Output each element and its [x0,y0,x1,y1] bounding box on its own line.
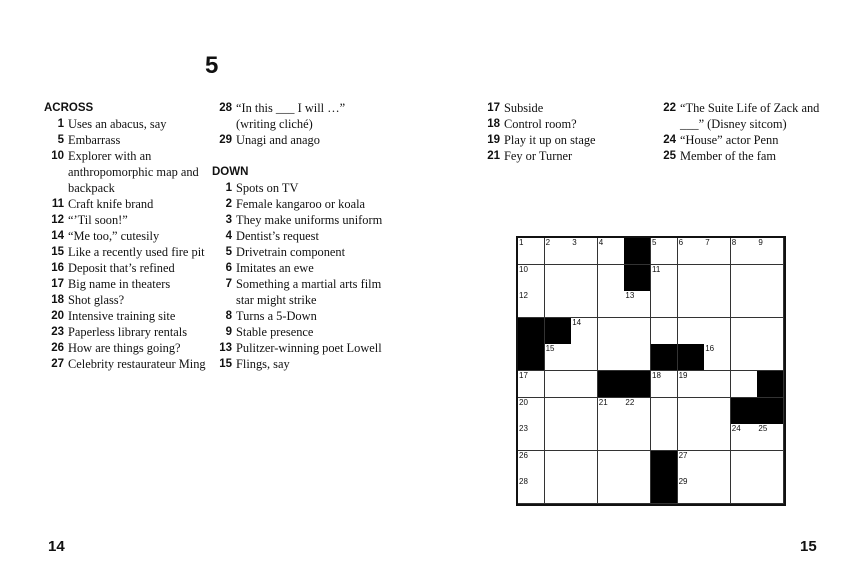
grid-cell[interactable] [651,424,678,451]
clue-text: Dentist’s request [236,229,319,243]
across-clue [44,244,209,260]
cell-number: 13 [625,291,635,301]
clue-text: Control room? [504,117,577,131]
grid-cell[interactable] [651,291,678,318]
grid-cell[interactable] [704,451,731,478]
clue-text: Big name in theaters [68,277,171,291]
grid-cell[interactable] [678,424,705,451]
across-clue [44,148,209,196]
grid-cell[interactable] [518,451,545,478]
grid-cell[interactable] [545,265,572,292]
grid-cell[interactable] [624,477,651,504]
crossword-grid [516,236,786,506]
clue-text: Craft knife brand [68,197,154,211]
across-clue [44,132,209,148]
cell-number: 11 [652,264,661,274]
cell-number: 29 [678,477,688,487]
across-clue [212,100,387,132]
clue-text: Shot glass? [68,293,125,307]
page-number-right: 15 [800,538,817,555]
grid-cell[interactable] [678,265,705,292]
grid-cell[interactable] [518,398,545,425]
grid-cell[interactable] [571,424,598,451]
clue-number: 2 [225,198,232,210]
grid-cell[interactable] [678,371,705,398]
grid-cell[interactable] [598,398,625,425]
down-clue [212,324,387,340]
clue-text: “House” actor Penn [680,133,779,147]
clue-text: Something a martial arts film star might strike [236,277,382,307]
grid-cell[interactable] [624,451,651,478]
grid-cell[interactable] [757,265,784,292]
clue-number: 25 [663,150,676,162]
clue-number: 9 [225,326,232,338]
clue-text: They make uniforms uniform [236,213,383,227]
grid-cell[interactable] [545,291,572,318]
clue-number: 21 [487,150,500,162]
clue-text: Flings, say [236,357,290,371]
black-square [651,451,678,478]
clue-text: Subside [504,101,544,115]
clue-text: Drivetrain component [236,245,346,259]
grid-cell[interactable] [757,291,784,318]
across-clue [44,276,209,292]
grid-cell[interactable] [704,265,731,292]
cell-number: 24 [731,424,741,434]
grid-cell[interactable] [598,238,625,265]
grid-cell[interactable] [678,451,705,478]
grid-cell[interactable] [545,238,572,265]
grid-cell[interactable] [704,291,731,318]
down-heading: DOWN [212,166,249,178]
down-clue [212,260,387,276]
cell-number: 19 [678,371,688,380]
grid-cell[interactable] [704,398,731,425]
down-clue [212,244,387,260]
grid-cell[interactable] [678,291,705,318]
grid-cell[interactable] [598,451,625,478]
clue-number: 4 [225,230,232,242]
black-square [518,344,545,371]
cell-number: 15 [545,344,555,354]
clue-text: “Me too,” cutesily [68,229,160,243]
grid-cell[interactable] [731,424,758,451]
clue-text: Like a recently used fire pit [68,245,205,259]
clue-number: 22 [663,102,676,114]
black-square [651,477,678,504]
clue-text: Intensive training site [68,309,176,323]
clue-column-2 [212,100,387,372]
grid-cell[interactable] [545,451,572,478]
cell-number: 21 [598,397,608,407]
down-clue [212,212,387,228]
clue-text: “The Suite Life of Zack and ___” (Disney sitcom) [680,101,820,131]
cell-number: 25 [758,424,768,434]
clue-number: 1 [57,118,64,130]
grid-cell[interactable] [731,477,758,504]
across-clue [44,228,209,244]
cell-number: 3 [572,238,577,247]
black-square [678,344,705,371]
down-clue [656,132,831,148]
clue-number: 18 [487,118,500,130]
clue-text: Spots on TV [236,181,299,195]
grid-cell[interactable] [678,238,705,265]
clue-text: Embarrass [68,133,121,147]
down-clue [656,148,831,164]
black-square [518,318,545,345]
clue-text: “In this ___ I will …” (writing cliché) [236,101,346,131]
cell-number: 17 [519,371,528,380]
cell-number: 4 [598,238,604,247]
grid-cell[interactable] [651,371,678,398]
grid-cell[interactable] [624,424,651,451]
clue-number: 26 [51,342,64,354]
down-clue [212,308,387,324]
grid-cell[interactable] [757,318,784,345]
clue-column-3 [480,100,655,164]
grid-cell[interactable] [598,265,625,292]
clue-number: 27 [51,358,64,370]
clue-text: Imitates an ewe [236,261,314,275]
grid-cell[interactable] [571,477,598,504]
grid-cell[interactable] [624,318,651,345]
grid-cell[interactable] [731,344,758,371]
cell-number: 8 [731,238,737,247]
clue-text: “’Til soon!” [68,213,128,227]
clue-column-4 [656,100,831,164]
clue-text: Paperless library rentals [68,325,188,339]
black-square [757,371,784,398]
grid-cell[interactable] [598,318,625,345]
grid-cell[interactable] [545,424,572,451]
clue-text: Stable presence [236,325,314,339]
clue-number: 18 [51,294,64,306]
down-clue [480,100,655,116]
grid-cell[interactable] [571,371,598,398]
grid-cell[interactable] [704,477,731,504]
down-clue [212,228,387,244]
down-clue [480,148,655,164]
cell-number: 12 [519,291,528,301]
down-clue [480,132,655,148]
across-heading: ACROSS [44,102,94,114]
grid-cell[interactable] [571,291,598,318]
grid-cell[interactable] [545,398,572,425]
black-square [624,238,651,265]
clue-text: Celebrity restaurateur Ming [68,357,206,371]
grid-cell[interactable] [704,238,731,265]
clue-number: 29 [219,134,232,146]
clue-number: 7 [225,278,232,290]
clue-text: Fey or Turner [504,149,573,163]
grid-cell[interactable] [757,477,784,504]
clue-number: 15 [51,246,64,258]
grid-cell[interactable] [518,371,545,398]
grid-cell[interactable] [518,238,545,265]
cell-number: 5 [652,238,657,247]
clue-number: 5 [57,134,64,146]
down-clue [212,196,387,212]
clue-text: How are things going? [68,341,181,355]
clue-text: Turns a 5-Down [236,309,317,323]
down-clue [480,116,655,132]
down-clue [212,356,387,372]
grid-cell[interactable] [678,477,705,504]
clue-text: Uses an abacus, say [68,117,167,131]
clue-number: 14 [51,230,64,242]
across-clue [44,324,209,340]
cell-number: 20 [519,397,528,407]
clue-number: 28 [219,102,232,114]
grid-cell[interactable] [651,238,678,265]
clue-number: 1 [225,182,232,194]
clue-number: 13 [219,342,232,354]
grid-cell[interactable] [731,265,758,292]
grid-cell[interactable] [651,398,678,425]
cell-number: 6 [678,238,684,247]
down-clue [212,276,387,308]
clue-number: 8 [225,310,232,322]
across-clue [44,308,209,324]
grid-cell[interactable] [731,371,758,398]
cell-number: 9 [758,238,763,247]
grid-cell[interactable] [624,344,651,371]
black-square [651,344,678,371]
clue-text: Pulitzer-winning poet Lowell [236,341,382,355]
spacer [212,148,387,164]
grid-cell[interactable] [571,398,598,425]
grid-cell[interactable] [545,477,572,504]
clue-column-1 [44,100,209,372]
down-clue [212,340,387,356]
across-clue [212,132,387,148]
grid-cell[interactable] [651,265,678,292]
black-square [545,318,572,345]
across-clue [44,340,209,356]
clue-number: 5 [225,246,232,258]
grid-cell[interactable] [571,451,598,478]
grid-cell[interactable] [678,318,705,345]
cell-number: 16 [705,344,715,354]
grid-cell[interactable] [704,371,731,398]
across-clue [44,116,209,132]
puzzle-number: 5 [205,52,219,79]
grid-cell[interactable] [678,398,705,425]
clue-number: 17 [487,102,500,114]
grid-cell[interactable] [704,318,731,345]
clue-number: 15 [219,358,232,370]
grid-cell[interactable] [731,238,758,265]
clue-text: Explorer with an anthropomorphic map and backpack [68,149,199,195]
cell-number: 2 [545,238,551,247]
cell-number: 7 [705,238,710,247]
grid-cell[interactable] [651,318,678,345]
grid-cell[interactable] [571,238,598,265]
cell-number: 22 [625,397,635,407]
grid-cell[interactable] [731,318,758,345]
grid-cell[interactable] [518,424,545,451]
clue-number: 6 [225,262,232,274]
across-clue [44,356,209,372]
clue-number: 19 [487,134,500,146]
clue-number: 20 [51,310,64,322]
cell-number: 10 [519,264,528,274]
black-square [598,371,625,398]
grid-cell[interactable] [571,318,598,345]
cell-number: 27 [678,450,688,460]
down-clue [656,100,831,132]
cell-number: 14 [572,317,582,327]
clue-text: Play it up on stage [504,133,596,147]
grid-cell[interactable] [624,398,651,425]
clue-number: 11 [51,198,64,210]
black-square [757,398,784,425]
across-clue [44,212,209,228]
black-square [624,265,651,292]
grid-cell[interactable] [545,344,572,371]
across-clue [44,292,209,308]
across-clue [44,260,209,276]
grid-cell[interactable] [704,424,731,451]
cell-number: 1 [519,238,524,247]
grid-cell[interactable] [757,238,784,265]
cell-number: 28 [519,477,528,487]
grid-cell[interactable] [757,344,784,371]
clue-text: Member of the fam [680,149,776,163]
clue-text: Female kangaroo or koala [236,197,366,211]
grid-cell[interactable] [518,291,545,318]
page-number-left: 14 [48,538,65,555]
grid-cell[interactable] [731,451,758,478]
clue-number: 12 [51,214,64,226]
clue-number: 3 [225,214,232,226]
grid-cell[interactable] [757,424,784,451]
grid-cell[interactable] [571,265,598,292]
clue-text: Unagi and anago [236,133,320,147]
grid-cell[interactable] [757,451,784,478]
grid-cell[interactable] [518,265,545,292]
across-clue [44,196,209,212]
grid-cell[interactable] [598,344,625,371]
grid-cell[interactable] [571,344,598,371]
black-square [624,371,651,398]
cell-number: 18 [652,371,661,380]
grid-cell[interactable] [624,291,651,318]
grid-cell[interactable] [704,344,731,371]
clue-number: 24 [663,134,676,146]
down-clue [212,180,387,196]
cell-number: 23 [519,424,528,434]
grid-cell[interactable] [545,371,572,398]
grid-cell[interactable] [598,291,625,318]
clue-text: Deposit that’s refined [68,261,175,275]
clue-number: 16 [51,262,64,274]
clue-number: 17 [51,278,64,290]
grid-cell[interactable] [598,424,625,451]
black-square [731,398,758,425]
clue-number: 23 [51,326,64,338]
grid-cell[interactable] [598,477,625,504]
cell-number: 26 [519,450,528,460]
grid-cell[interactable] [518,477,545,504]
grid-cell[interactable] [731,291,758,318]
clue-number: 10 [51,150,64,162]
